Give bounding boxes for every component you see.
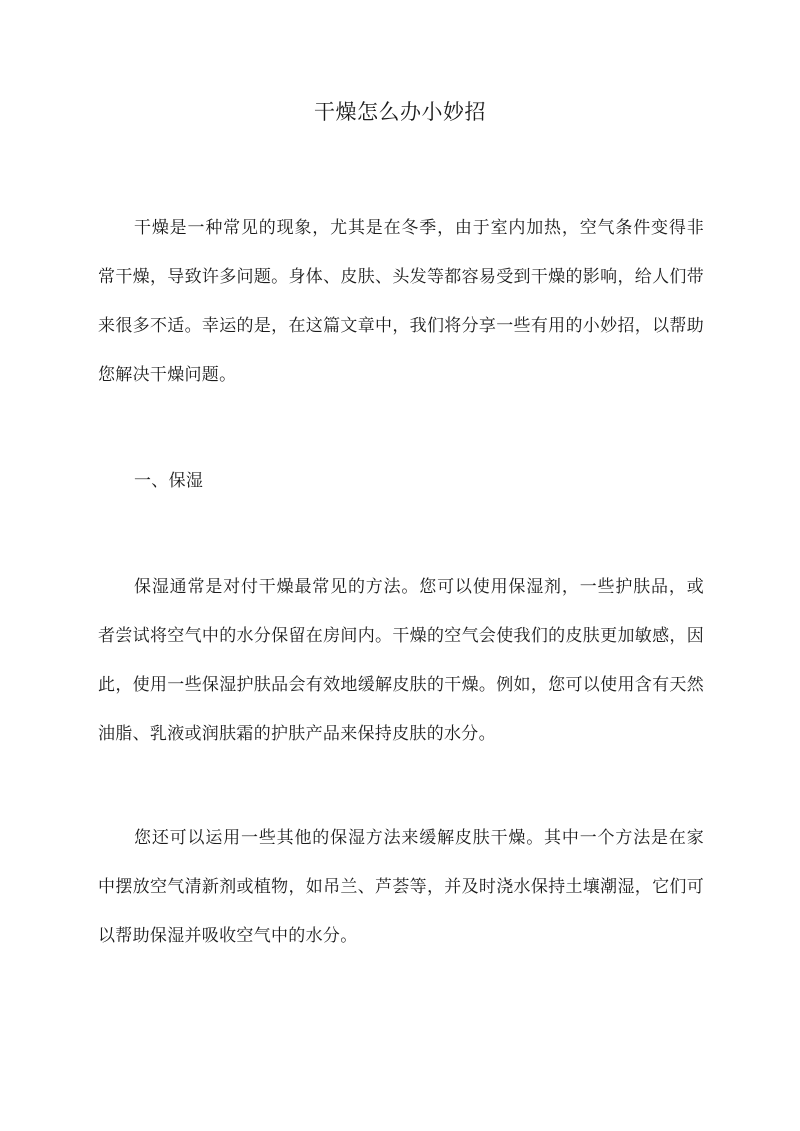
- section-paragraph: 您还可以运用一些其他的保湿方法来缓解皮肤干燥。其中一个方法是在家中摆放空气清新剂或植物，如吊兰、芦荟等，并及时浇水保持土壤潮湿，它们可以帮助保湿并吸收空气中的水分。: [98, 828, 704, 946]
- section-heading-moisturize: 一、保湿: [134, 471, 204, 491]
- document-title: 干燥怎么办小妙招: [314, 100, 486, 124]
- intro-paragraph: 干燥是一种常见的现象，尤其是在冬季，由于室内加热，空气条件变得非常干燥，导致许多问题。身体、皮肤、头发等都容易受到干燥的影响，给人们带来很多不适。幸运的是，在这篇文章中，我们将分享一些有用的小妙招，以帮助您解决干燥问题。: [98, 218, 704, 385]
- section-paragraph: 保湿通常是对付干燥最常见的方法。您可以使用保湿剂，一些护肤品，或者尝试将空气中的水分保留在房间内。干燥的空气会使我们的皮肤更加敏感，因此，使用一些保湿护肤品会有效地缓解皮肤的干燥。例如，您可以使用含有天然油脂、乳液或润肤霜的护肤产品来保持皮肤的水分。: [98, 577, 704, 744]
